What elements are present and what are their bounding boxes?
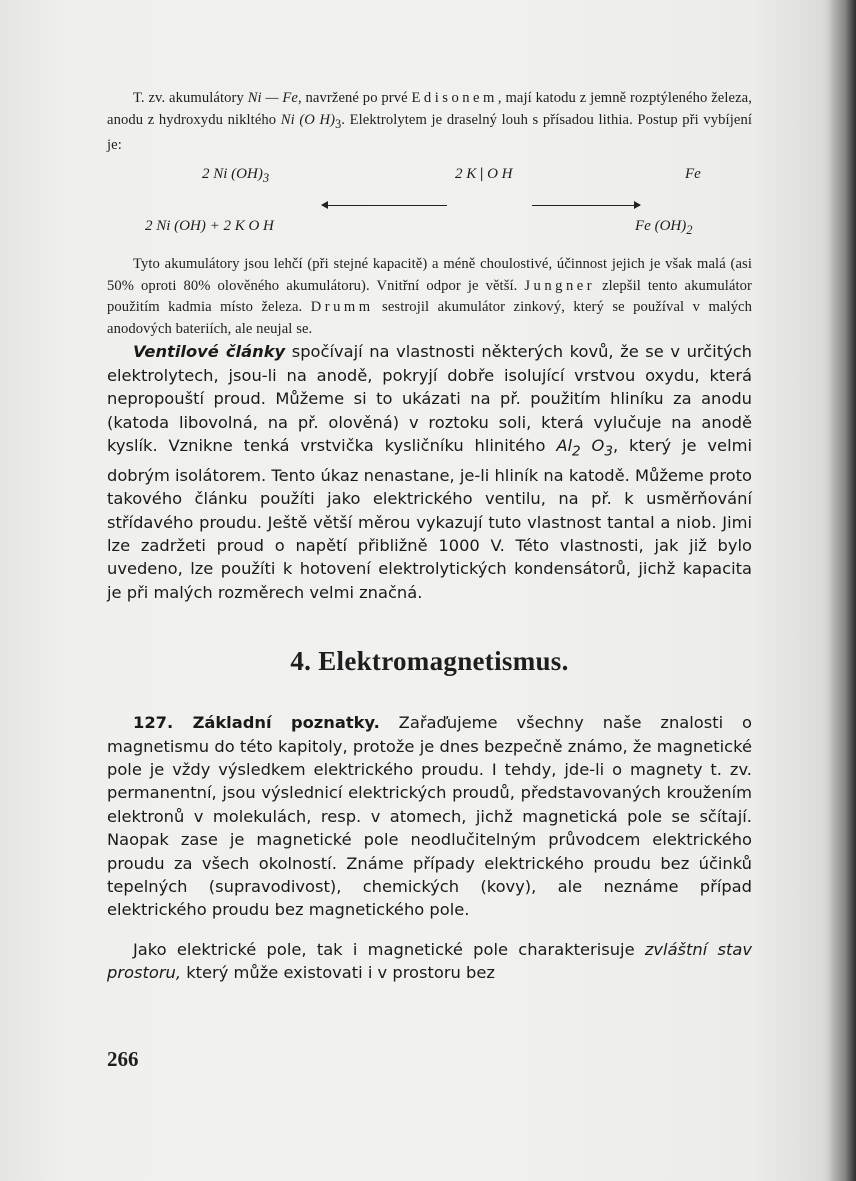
al2o3-formula: $Al_2$ $O_3$: [556, 436, 613, 460]
intro-paragraph: T. zv. akumulátory Ni — Fe, navržené po prvé Edisonem, mají katodu z jemně rozptýleného železa, anodu z hydroxydu nikltého Ni (O $H)_3$. Elektrolytem je draselný louh s přísadou lithia. Postup při vybíjení je:: [107, 90, 753, 153]
nioh-formula: Ni (O H): [280, 111, 336, 128]
formula-top-mid: 2 K | O H: [455, 166, 513, 183]
page-content: [107, 88, 752, 985]
formula-bottom-left: 2 Ni (OH) + 2 K O H: [145, 218, 274, 235]
nife-formula: Ni — Fe: [247, 90, 298, 106]
page-number: 266: [107, 1047, 139, 1071]
ventil-term: Ventilové články: [133, 342, 286, 362]
formula-bottom-right: Fe $(OH)_2$: [635, 218, 693, 238]
name-jungner: Jungner: [524, 277, 596, 294]
name-drumm: Drumm: [310, 299, 374, 316]
left-arrow-icon: [322, 205, 447, 206]
chapter-heading: 4. Elektromagnetismus.: [290, 646, 569, 677]
section-127: 127. Základní poznatky. Zařaďujeme všechny naše znalosti o magnetismu do této kapitoly, protože je dnes bezpečně známo, že magnetické pole je vždy výsledkem elektrického proudu. I tehdy, jde-li o magnety t. zv. permanentní, jsou výslednicí elektrických proudů, představovaných kroužením elektronů v molekulách, resp. v atomech, jichž magnetická pole se sčítají. Naopak zase je magnetické pole neodlučitelným průvodcem elektrického proudu za všech okolností. Známe případy elektrického proudu bez účinků tepelných (supravodivost), chemických (kovy), ale neznáme případ elektrického proudu bez magnetického pole. Jako elektrické pole, tak i magnetické pole charakterisuje zvláštní stav prostoru, který může existovati i v prostoru bez: [107, 711, 752, 984]
formula-top-left: 2 Ni $(OH)_3$: [202, 166, 270, 186]
formula-top-right: Fe: [685, 166, 701, 183]
emphasis-zvlastni-stav: zvláštní stav prostoru,: [107, 939, 752, 983]
reaction-equation: [107, 158, 752, 250]
section-127-title: 127. Základní poznatky.: [133, 713, 380, 733]
nife-properties-paragraph: Tyto akumulátory jsou lehčí (při stejné kapacitě) a méně choulostivé, účinnost jejich je však malá (asi 50% oproti 80% olověného akumulátoru). Vnitřní odpor je větší. Jungner zlepšil tento akumulátor použitím kadmia místo železa. Drumm sestrojil akumulátor zinkový, který se používal v malých anodových bateriích, ale neujal se.: [107, 256, 752, 337]
ventil-paragraph: Ventilové články spočívají na vlastnosti některých kovů, že se v určitých elektrolytech, jsou-li na anodě, pokryjí dobře isolující vrstvou oxydu, která nepropouští proud. Můžeme si to ukázati na př. použitím hliníku za anodu (katoda libovolná, na př. olověná) v roztoku soli, která vylučuje na anodě kyslík. Vznikne tenká vrstvička kysličníku hlinitého $Al_2$ $O_3$, který je velmi dobrým isolátorem. Tento úkaz nenastane, je-li hliník na katodě. Můžeme proto takového článku použíti jako elektrického ventilu, na př. k usměrňování střídavého proudu. Ještě větší měrou vykazují tuto vlastnost tantal a niob. Jimi lze zadržeti proud o napětí přibližně 1000 V. Této vlastnosti, jak již bylo uvedeno, lze použíti k hotovení elektrolytických kondensátorů, jichž kapacita je při malých rozměrech velmi značná.: [107, 342, 752, 602]
right-arrow-icon: [532, 205, 640, 206]
last-paragraph: Jako elektrické pole, tak i magnetické pole charakterisuje zvláštní stav prostoru, který může existovati i v prostoru bez: [107, 939, 752, 983]
name-edison: Edisonem: [411, 90, 498, 106]
page-edge-shadow: [828, 0, 856, 1181]
